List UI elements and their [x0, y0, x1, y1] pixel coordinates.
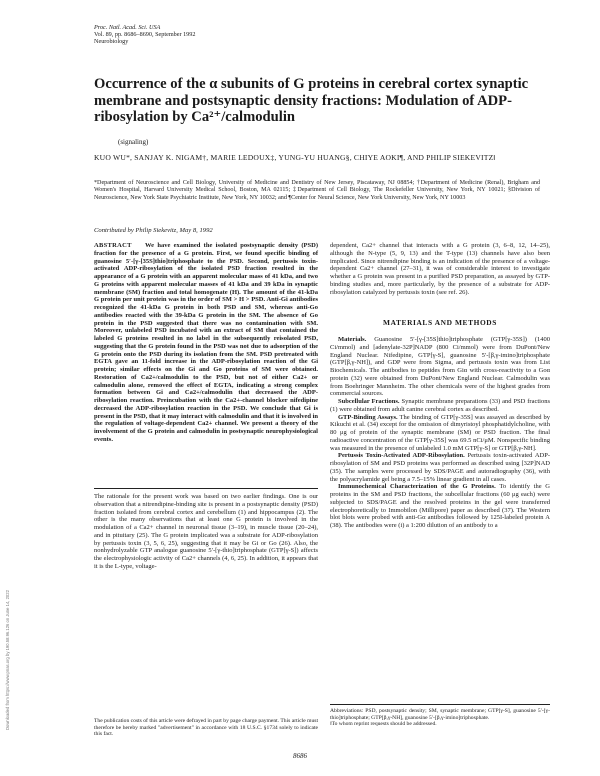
- introduction-left: The rationale for the present work was based on two earlier findings. One is our observation that a nitrendipine-binding site is present in a postsynaptic density (PSD) fraction isolated from cerebral cortex and cerebellum (1) and hippocampus (2). The other is the many observations that at least one G protein is involved in the modulation of a Ca2+ channel in neuronal tissue (3–19), in muscle tissue (20–24), and in pituitary (25). The G protein implicated was a substrate for ADP-ribosylation by pertussis toxin (3, 5, 6, 25), suggesting that it may be Gi or Go (26). Also, the nonhydrolyzable GTP analogue guanosine 5′-[γ-thio]triphosphate (GTP[γ-S]) affects the electrophysiologic activity of Ca2+ channels (4, 6, 25). In addition, it appears that it is the L-type, voltage-: [94, 493, 318, 570]
- methods-subheading: Materials.: [338, 336, 367, 343]
- methods-subheading: GTP-Binding Assays.: [338, 413, 398, 421]
- methods-text: The binding of GTP[γ-35S] was assayed as described by Kikuchi et al. (34) except for the omission of dimyristoyl phosphatidylcholine, with 80 μg of protein of the synaptic membrane (SM) or PSD fraction. The final radioactive concentration of the GTP[γ-35S] was 69.5 nCi/μM. Nonspecific binding was measured in the presence of unlabeled 1.0 mM GTP[γ-S] or GTP[β,γ-NH].: [330, 413, 550, 452]
- methods-paragraph: [330, 483, 550, 530]
- abbreviations-text: Abbreviations: PSD, postsynaptic density; SM, synaptic membrane; GTP[γ-S], guanosine 5′-[γ-thio]triphosphate; GTP[β,γ-NH], guanosine 5′-[β,γ-imino]triphosphate.: [330, 708, 550, 721]
- download-stamp-text: Downloaded from https://www.pnas.org by 190.58.96.126 on June 14, 2022: [5, 590, 10, 730]
- methods-text: To identify the G proteins in the SM and PSD fractions, the subcellular fractions (60 μg each) were subjected to SDS/PAGE and the resolved proteins in the gel were transferred electrophoretically to Immobilon (Millipore) paper as described (37). The Western blot blots were probed with anti-Gα antibodies followed by 125I-labeled protein A (38). The antibodies were (i) a 1:200 dilution of an antibody to a: [330, 483, 550, 529]
- methods-section: [330, 336, 550, 530]
- methods-text: Pertussis toxin-activated ADP-ribosylation of SM and PSD proteins was performed as described using [32P]NAD (35). The samples were processed by SDS/PAGE and autoradiography (36), with the polyacrylamide gel being a 7.5–15% linear gradient in all cases.: [330, 452, 550, 483]
- author-list: KUO WU*, SANJAY K. NIGAM†, MARIE LEDOUX‡, YUNG-YU HUANG§, CHIYE AOKI¶, AND PHILIP SIEKEVITZ‖: [94, 153, 496, 162]
- methods-text: Synaptic membrane preparations (33) and PSD fractions (1) were obtained from adult canine cerebral cortex as described.: [330, 398, 551, 413]
- abstract-heading: ABSTRACT: [94, 242, 132, 249]
- methods-paragraph: [330, 414, 550, 453]
- abstract: [94, 242, 318, 444]
- affiliations: *Department of Neuroscience and Cell Biology, University of Medicine and Dentistry of New Jersey, Piscataway, NJ 08854; †Department of Medicine (Renal), Brigham and Women's Hospital, Harvard University Medical School, Boston, MA 02115; ‡Department of Cell Biology, The Rockefeller University, New York, NY 10021; §Division of Neuroscience, New York State Psychiatric Institute, New York, NY 10032; and ¶Center for Neural Science, New York University, New York, NY 10003: [94, 180, 540, 201]
- abstract-text: We have examined the isolated postsynaptic density (PSD) fraction for the presence of a G protein. First, we found specific binding of guanosine 5′-[γ-[35S]thio]triphosphate to the PSD. Second, pertussis toxin-activated ADP-ribosylation of the isolated PSD fraction resulted in the appearance of a G protein with an apparent molecular mass of 41 kDa, and two G proteins with apparent molecular masses of 41 kDa and 39 kDa in synaptic membrane (SM) fraction and total homogenate (H). The amount of the 41-kDa G protein per unit protein was in the order of SM > H > PSD. Anti-Gi antibodies recognized the 41-kDa G protein in both PSD and SM, whereas anti-Go antibodies reacted with the 39-kDa G protein in the SM. The absence of Go protein in the PSD suggested that there was no contamination with SM. Moreover, unlabeled PSD incubated with an extract of SM that contained the labeled G proteins resulted in no label in the subsequently reisolated PSD, suggesting that the G protein found in the PSD was not due to adsorption of the G protein onto the PSD during its isolation from the SM. PSD pretreated with EGTA gave an 11-fold increase in the ADP-ribosylation reaction of the Gi protein; similar effects on the Gi and Go proteins of SM were obtained. Restoration of Ca2+/calmodulin to the PSD, but not of either Ca2+ or calmodulin alone, removed the effect of EGTA, indicating a strong complex formation between Gi and Ca2+/calmodulin that decreased the ADP-ribosylation reaction. Preincubation with the Ca2+-channel blocker nifedipine decreased the ADP-ribosylation reaction in the PSD. We conclude that Gi is present in the PSD, that it may interact with calmodulin and that it is involved in the regulation of voltage-dependent Ca2+ channel. We present a theory of the involvement of the G protein and calmodulin in postsynaptic neurophysiological events.: [94, 242, 319, 443]
- article-category: (signaling): [118, 138, 149, 146]
- journal-section: Neurobiology: [94, 38, 129, 46]
- methods-paragraph: [330, 452, 550, 483]
- article-title: Occurrence of the α subunits of G proteins in cerebral cortex synaptic membrane and postsynaptic density fractions: Modulation of ADP-ribosylation by Ca²⁺/calmodulin: [94, 76, 529, 125]
- contributed-by: Contributed by Philip Siekevitz, May 8, 1992: [94, 227, 213, 234]
- methods-subheading: Subcellular Fractions.: [338, 398, 400, 405]
- download-stamp: [5, 550, 13, 730]
- journal-name: Proc. Natl. Acad. Sci. USA: [94, 24, 161, 31]
- introduction-right: dependent, Ca2+ channel that interacts with a G protein (3, 6–8, 12, 14–25), although the N-type (5, 9, 13) and the T-type (13) channels have also been implicated. Since nitrendipine binding is an indication of the presence of a voltage-dependent Ca2+ channel (27–31), it was of considerable interest to investigate whether a G protein was present in a purified PSD preparation, as assayed by GTP-binding studies and, more particularly, by the presence of a substrate for ADP-ribosylation catalyzed by pertussis toxin (see ref. 26).: [330, 242, 550, 296]
- reprint-note: ‖To whom reprint requests should be addressed.: [330, 721, 437, 728]
- methods-heading: MATERIALS AND METHODS: [383, 318, 497, 327]
- abstract-divider: [94, 488, 318, 489]
- journal-volume: Vol. 89, pp. 8686–8690, September 1992: [94, 31, 196, 39]
- abbreviations-footnote: [330, 704, 550, 728]
- journal-header: [94, 24, 195, 46]
- methods-text: Guanosine 5′-[γ-[35S]thio]triphosphate (GTP[γ-35S]) (1400 Ci/mmol) and [adenylate-32P]NADP (800 Ci/mmol) were from DuPont/New England Nuclear. Nifedipine, GTP[γ-S], guanosine 5′-[β,γ-imino]triphosphate (GTP[β,γ-NH]), and GDP were from Sigma, and pertussis toxin was from List Biochemicals. The antibodies to peptides from Giα with cross-reactivity to a Goα protein (32) were obtained from DuPont/New England Nuclear. Calmodulin was from Boehringer Mannheim. The other chemicals were of the highest grades from commercial sources.: [330, 336, 551, 398]
- methods-paragraph: [330, 336, 550, 398]
- methods-paragraph: [330, 398, 550, 414]
- methods-subheading: Immunochemical Characterization of the G Proteins.: [338, 483, 496, 491]
- methods-subheading: Pertussis Toxin-Activated ADP-Ribosylation.: [338, 452, 465, 460]
- page-number: 8686: [293, 752, 307, 760]
- publication-cost-footnote: The publication costs of this article were defrayed in part by page charge payment. This article must therefore be hereby marked "advertisement" in accordance with 18 U.S.C. §1734 solely to indicate this fact.: [94, 718, 318, 738]
